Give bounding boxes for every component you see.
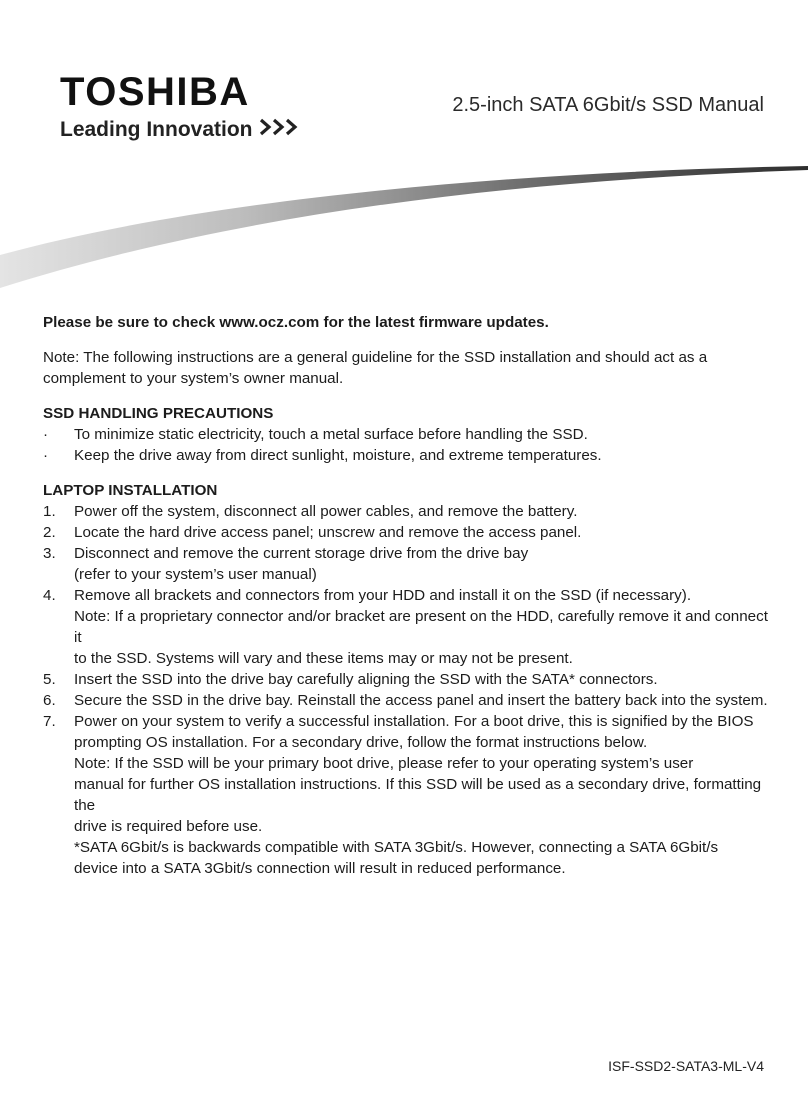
step-number: 5. bbox=[43, 671, 56, 688]
general-note: Note: The following instructions are a general guideline for the SSD installation and should act as a complement to your system’s owner manual. bbox=[43, 349, 708, 387]
step-line: Note: If the SSD will be your primary boot drive, please refer to your operating system’s user bbox=[74, 755, 694, 772]
installation-heading: LAPTOP INSTALLATION bbox=[43, 482, 218, 499]
logo-tagline: Leading Innovation bbox=[60, 118, 253, 141]
list-item-text: To minimize static electricity, touch a metal surface before handling the SSD. bbox=[74, 426, 588, 443]
step-line: manual for further OS installation instructions. If this SSD will be used as a secondary drive, formatting the bbox=[74, 776, 762, 814]
step-text bbox=[74, 501, 768, 522]
step-line: (refer to your system’s user manual) bbox=[74, 566, 317, 583]
step-number: 4. bbox=[43, 587, 56, 604]
step-number: 1. bbox=[43, 503, 56, 520]
list-item bbox=[43, 522, 768, 543]
bullet-marker: · bbox=[43, 426, 49, 443]
document-code: ISF-SSD2-SATA3-ML-V4 bbox=[608, 1058, 764, 1074]
step-text bbox=[74, 585, 768, 669]
manual-body bbox=[43, 312, 768, 893]
step-text bbox=[74, 711, 768, 879]
list-item bbox=[43, 445, 768, 466]
step-text bbox=[74, 690, 768, 711]
logo-wordmark: TOSHIBA bbox=[60, 70, 250, 114]
step-text bbox=[74, 669, 768, 690]
list-item bbox=[43, 711, 768, 879]
installation-section bbox=[43, 480, 768, 879]
step-line: Disconnect and remove the current storage drive from the drive bay bbox=[74, 545, 529, 562]
bullet-marker: · bbox=[43, 447, 49, 464]
installation-steps bbox=[43, 501, 768, 879]
list-item-text: Keep the drive away from direct sunlight, moisture, and extreme temperatures. bbox=[74, 447, 602, 464]
precautions-heading: SSD HANDLING PRECAUTIONS bbox=[43, 405, 274, 422]
step-number: 3. bbox=[43, 545, 56, 562]
step-number: 6. bbox=[43, 692, 56, 709]
step-line: Power on your system to verify a successful installation. For a boot drive, this is signified by the BIOS bbox=[74, 713, 754, 730]
step-line: prompting OS installation. For a secondary drive, follow the format instructions below. bbox=[74, 734, 648, 751]
decorative-swoosh bbox=[0, 150, 808, 295]
step-line: Secure the SSD in the drive bay. Reinstall the access panel and insert the battery back into the system. bbox=[74, 692, 768, 709]
step-text bbox=[74, 543, 768, 585]
list-item bbox=[43, 690, 768, 711]
step-line: to the SSD. Systems will vary and these items may or may not be present. bbox=[74, 650, 573, 667]
step-number: 7. bbox=[43, 713, 56, 730]
list-item bbox=[43, 585, 768, 669]
step-line: drive is required before use. bbox=[74, 818, 263, 835]
step-line: device into a SATA 3Gbit/s connection will result in reduced performance. bbox=[74, 860, 566, 877]
step-text bbox=[74, 522, 768, 543]
step-line: *SATA 6Gbit/s is backwards compatible with SATA 3Gbit/s. However, connecting a SATA 6Gbit/s bbox=[74, 839, 719, 856]
list-item bbox=[43, 543, 768, 585]
firmware-notice: Please be sure to check www.ocz.com for the latest firmware updates. bbox=[43, 314, 549, 331]
logo-tagline-row bbox=[60, 118, 301, 142]
list-item bbox=[43, 501, 768, 522]
list-item bbox=[43, 669, 768, 690]
toshiba-logo bbox=[60, 72, 301, 142]
step-line: Insert the SSD into the drive bay carefully aligning the SSD with the SATA* connectors. bbox=[74, 671, 658, 688]
precautions-section bbox=[43, 403, 768, 466]
document-title: 2.5-inch SATA 6Gbit/s SSD Manual bbox=[452, 94, 764, 116]
step-line: Note: If a proprietary connector and/or bracket are present on the HDD, carefully remove it and connect it bbox=[74, 608, 768, 646]
step-line: Remove all brackets and connectors from your HDD and install it on the SSD (if necessary). bbox=[74, 587, 692, 604]
triple-chevron-icon bbox=[259, 118, 301, 142]
precautions-list bbox=[43, 424, 768, 466]
step-line: Power off the system, disconnect all power cables, and remove the battery. bbox=[74, 503, 578, 520]
step-line: Locate the hard drive access panel; unscrew and remove the access panel. bbox=[74, 524, 582, 541]
step-number: 2. bbox=[43, 524, 56, 541]
list-item bbox=[43, 424, 768, 445]
